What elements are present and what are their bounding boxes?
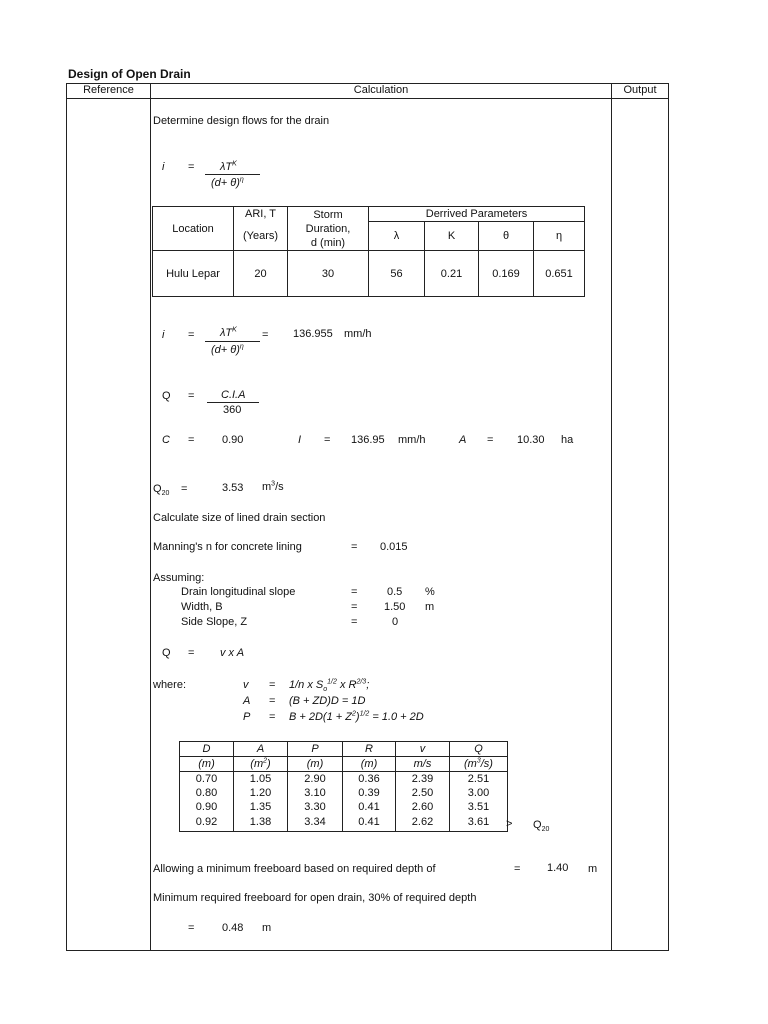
assuming-label: Assuming: [153,572,205,584]
theta-value: 0.169 [479,251,534,297]
p-def-eq: = [269,711,276,723]
table-cell: 0.90 [180,800,234,814]
slope-value: 0.5 [387,586,403,598]
col-p-unit: (m) [288,757,343,772]
result-i: i [162,329,165,341]
table-cell: 0.39 [343,786,396,800]
q-va-eq: = [188,647,195,659]
freeboard-eq2: = [188,922,195,934]
intensity-value: 136.955 [293,328,333,340]
col-p-header: P [288,742,343,757]
formula-denominator: $(d+ \theta)^\eta$ [211,176,244,189]
table-cell: 1.20 [234,786,288,800]
duration-value: 30 [288,251,369,297]
col-q-header: Q [450,742,508,757]
a-unit: ha [561,434,574,446]
col-v-unit: m/s [396,757,450,772]
calculation-header: Calculation [353,84,409,96]
intensity-unit: mm/h [344,328,372,340]
width-unit: m [425,601,435,613]
parameters-table [152,206,585,297]
result-eq2: = [262,329,269,341]
q-va-expr: v x A [220,647,245,659]
theta-symbol: θ [479,222,534,251]
ari-years-header: (Years) [234,222,288,251]
manning-value: 0.015 [380,541,408,553]
a-def-expr: (B + ZD)D = 1D [289,695,366,707]
slope-label: Drain longitudinal slope [181,586,296,598]
width-label: Width, B [181,601,223,613]
table-cell: 1.05 [234,772,288,787]
frame-divider-2 [611,83,612,951]
freeboard-line2: Minimum required freeboard for open drain, 30% of required depth [153,892,477,904]
freeboard-eq1: = [514,863,521,875]
q-denominator: 360 [223,404,242,416]
location-header: Location [153,207,234,251]
table-cell: 3.30 [288,800,343,814]
table-row [180,814,508,831]
q-label: Q [162,390,171,402]
result-numerator: $\lambda T^K$ [220,326,237,339]
a-eq: = [487,434,494,446]
c-value: 0.90 [222,434,244,446]
table-cell: 0.70 [180,772,234,787]
table-cell: 2.60 [396,800,450,814]
table-cell: 3.51 [450,800,508,814]
col-a-unit: $(m^2)$ [234,757,288,772]
manning-eq: = [351,541,358,553]
q20-eq: = [181,483,188,495]
lambda-symbol: λ [369,222,425,251]
table-cell: 1.35 [234,800,288,814]
q-va-label: Q [162,647,171,659]
derived-parameters-header: Derrived Parameters [369,207,585,222]
a-def-label: A [243,695,251,707]
width-eq: = [351,601,358,613]
side-slope-value: 0 [392,616,399,628]
required-depth-value: 1.40 [547,862,569,874]
freeboard-value: 0.48 [222,922,244,934]
page-title: Design of Open Drain [68,67,191,81]
table-row [180,786,508,800]
eta-symbol: η [534,222,585,251]
a-value: 10.30 [517,434,545,446]
p-def-expr: $B + 2D(1 + Z^2)^{1/2} = 1.0 + 2D$ [289,710,424,723]
table-cell: 0.41 [343,800,396,814]
q20-unit: $m^3/s$ [262,480,284,493]
eta-value: 0.651 [534,251,585,297]
side-slope-label: Side Slope, Z [181,616,248,628]
col-r-header: R [343,742,396,757]
lambda-value: 56 [369,251,425,297]
table-row [180,800,508,814]
location-value: Hulu Lepar [153,251,234,297]
q-eq: = [188,390,195,402]
manning-label: Manning's n for concrete lining [153,541,302,553]
table-cell: 2.90 [288,772,343,787]
c-eq: = [188,434,195,446]
compare-symbol: > [506,818,513,830]
freeboard-unit: m [262,922,272,934]
v-eq: = [269,679,276,691]
a-def-eq: = [269,695,276,707]
output-header: Output [623,84,657,96]
table-cell: 3.61 [450,814,508,831]
frame-right [668,83,669,951]
where-label: where: [153,679,187,691]
k-symbol: K [425,222,479,251]
size-heading: Calculate size of lined drain section [153,512,326,524]
k-value: 0.21 [425,251,479,297]
table-cell: 2.51 [450,772,508,787]
frame-header-bottom [66,98,669,99]
col-r-unit: (m) [343,757,396,772]
table-cell: 3.34 [288,814,343,831]
table-cell: 0.36 [343,772,396,787]
design-flows-heading: Determine design flows for the drain [153,115,330,127]
table-cell: 3.00 [450,786,508,800]
formula-eq: = [188,161,195,173]
q20-value: 3.53 [222,482,244,494]
col-d-header: D [180,742,234,757]
formula-fraction-bar [205,174,260,175]
col-v-header: v [396,742,450,757]
i-value: 136.95 [351,434,385,446]
table-cell: 0.80 [180,786,234,800]
v-label: v [243,679,249,691]
reference-header: Reference [83,84,134,96]
ari-value: 20 [234,251,288,297]
v-expr: 1/n x $S_o^{1/2}$ x $R^{2/3}$; [289,678,370,694]
c-label: C [162,434,170,446]
frame-bottom [66,950,669,951]
a-label: A [459,434,467,446]
table-cell: 0.41 [343,814,396,831]
compare-q20: $Q_{20}$ [533,819,550,834]
i-eq: = [324,434,331,446]
frame-divider-1 [150,83,151,951]
slope-eq: = [351,586,358,598]
result-fraction-bar [205,341,260,342]
formula-numerator: $\lambda T^K$ [220,160,237,173]
col-d-unit: (m) [180,757,234,772]
side-slope-eq: = [351,616,358,628]
storm-duration-header: Storm Duration, d (min) [288,207,369,251]
table-row [180,772,508,787]
result-eq: = [188,329,195,341]
q-numerator: C.I.A [221,389,246,401]
table-cell: 1.38 [234,814,288,831]
i-unit: mm/h [398,434,426,446]
table-cell: 3.10 [288,786,343,800]
col-q-unit: $(m^3/s)$ [450,757,508,772]
table-cell: 2.50 [396,786,450,800]
required-depth-unit: m [588,863,598,875]
formula-i: i [162,161,165,173]
result-denominator: $(d+ \theta)^\eta$ [211,343,244,356]
q-fraction-bar [207,402,259,403]
q20-label: $Q_{20}$ [153,483,170,498]
table-cell: 0.92 [180,814,234,831]
col-a-header: A [234,742,288,757]
table-cell: 2.39 [396,772,450,787]
ari-header: ARI, T [234,207,288,222]
slope-unit: % [425,586,435,598]
section-results-table [179,741,508,832]
p-def-label: P [243,711,251,723]
i-label: I [298,434,302,446]
width-value: 1.50 [384,601,406,613]
table-cell: 2.62 [396,814,450,831]
frame-left [66,83,67,951]
freeboard-line1: Allowing a minimum freeboard based on required depth of [153,863,436,875]
